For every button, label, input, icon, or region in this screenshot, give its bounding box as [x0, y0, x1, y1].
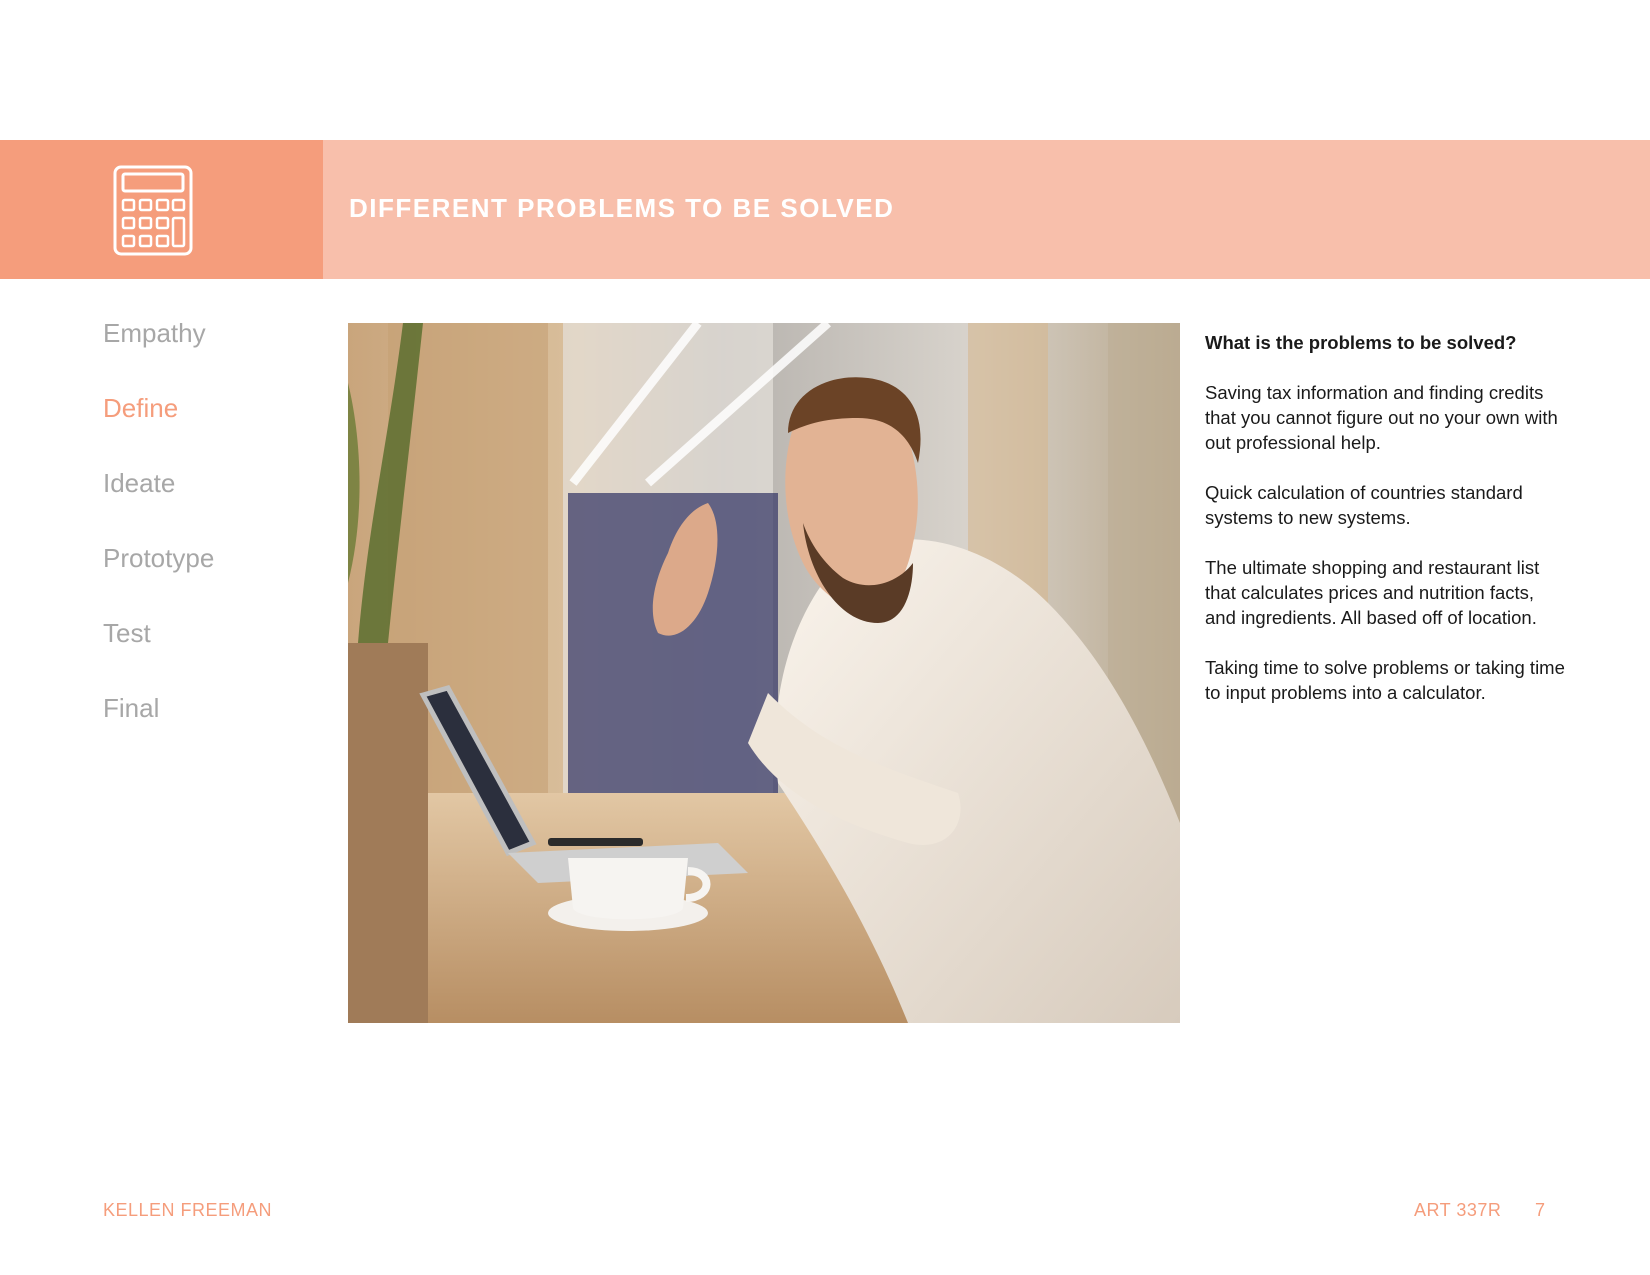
- problem-paragraph: Taking time to solve problems or taking time to input problems into a calculator.: [1205, 657, 1565, 703]
- footer-author: KELLEN FREEMAN: [103, 1200, 273, 1220]
- nav-item-define[interactable]: Define: [103, 393, 179, 423]
- calculator-icon: [113, 165, 193, 256]
- header-icon-block: [0, 140, 323, 279]
- nav-item-final[interactable]: Final: [103, 693, 160, 723]
- hero-photo: [348, 323, 1180, 1023]
- nav-item-test[interactable]: Test: [103, 618, 151, 648]
- problem-paragraph: Quick calculation of countries standard systems to new systems.: [1205, 482, 1523, 528]
- nav-item-prototype[interactable]: Prototype: [103, 543, 215, 573]
- problem-paragraph: Saving tax information and finding credits that you cannot figure out no your own with out professional help.: [1205, 382, 1558, 453]
- page-number: 7: [1535, 1200, 1546, 1220]
- nav-item-ideate[interactable]: Ideate: [103, 468, 176, 498]
- problem-paragraph: The ultimate shopping and restaurant list that calculates prices and nutrition facts, and ingredients. All based off of location.: [1205, 557, 1540, 628]
- footer-course: ART 337R: [1414, 1200, 1502, 1220]
- problems-question: What is the problems to be solved?: [1205, 332, 1517, 353]
- page-title: DIFFERENT PROBLEMS TO BE SOLVED: [349, 193, 895, 223]
- nav-item-empathy[interactable]: Empathy: [103, 318, 206, 348]
- problems-text: [1205, 330, 1565, 730]
